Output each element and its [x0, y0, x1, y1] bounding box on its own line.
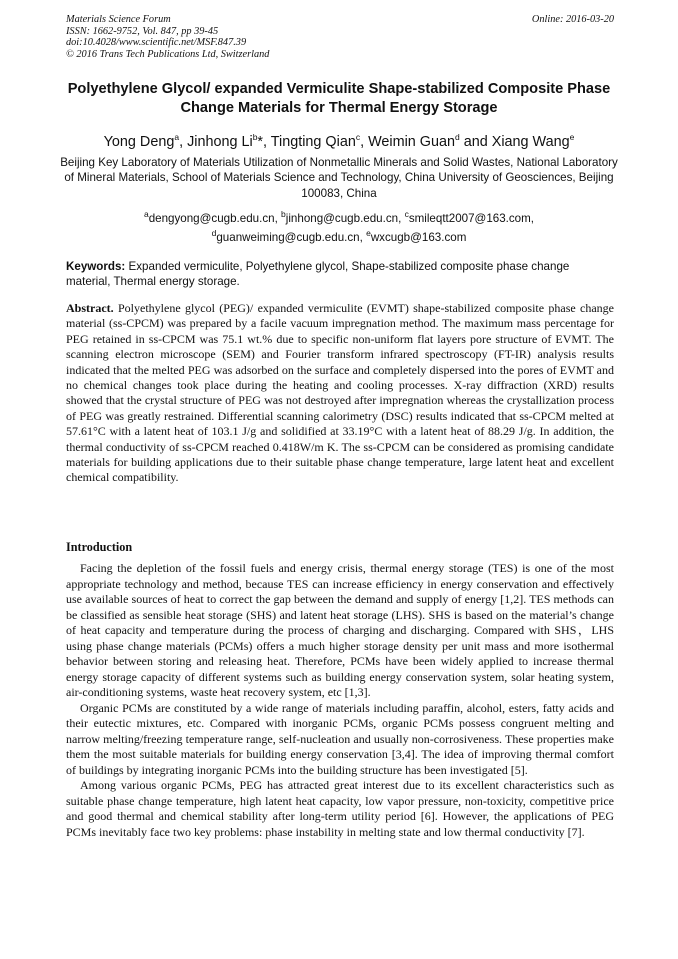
affiliation: Beijing Key Laboratory of Materials Utilization of Nonmetallic Minerals and Solid Wastes, National Laboratory of Mineral Materials, School of Materials Science and Technology, China University of Geosciences, Beijing 100083, China [60, 156, 618, 200]
abstract-label: Abstract. [66, 301, 114, 315]
abstract [66, 301, 614, 486]
email-list [58, 207, 620, 246]
keywords-label: Keywords: [66, 260, 126, 273]
email-b[interactable]: jinhong@cugb.edu.cn, [285, 211, 402, 225]
author-name: Tingting Qian [270, 133, 356, 150]
author-list [30, 128, 648, 151]
journal-name: Materials Science Forum [66, 14, 171, 25]
author-separator: and [459, 133, 492, 150]
abstract-text: Polyethylene glycol (PEG)/ expanded vermiculite (EVMT) shape-stabilized composite phase change material (ss-CPCM) was prepared by a facile vacuum impregnation method. The maximum mass percentage for PEG retained in ss-CPCM was 75.1 wt.% due to specific non-uniform flat layers pore structure of EVMT. The scanning electron microscope (SEM) and Fourier transform infrared spectroscopy (FT-IR) analysis results indicated that the melted PEG was adsorbed on the surface and completely dispersed into the pores of EVMT and no chemical changes took place during the heating and cooling processes. X-ray diffraction (XRD) results showed that the crystal structure of PEG was not destroyed after impregnation whereas the crystallization process of PEG was greatly restrained. Differential scanning calorimetry (DSC) results indicated that ss-CPCM melted at 57.61°C with a latent heat of 103.1 J/g and solidified at 33.19°C with a latent heat of 88.29 J/g. In addition, the thermal conductivity of ss-CPCM reached 0.418W/m K. The ss-CPCM can be considered as promising candidate materials for building applications due to their suitable phase change temperature, large latent heat and excellent chemical compatibility. [66, 301, 615, 485]
author-sup: b [252, 132, 258, 142]
email-line-1: $^a$dengyong@cugb.edu.cn, $^b$jinhong@cugb.edu.cn, $^c$smileqtt2007@163.com, [143, 209, 535, 225]
paragraph: Organic PCMs are constituted by a wide range of materials including paraffin, alcohol, esters, fatty acids and their eutectic mixtures, etc. Compared with inorganic PCMs, organic PCMs possess congruent melting and narrow melting/freezing temperature range, self-nucleation and usually non-corrosiveness. These properties make them the most suitable materials for building energy conservation [3,4]. The idea of improving thermal comfort of buildings by integrating inorganic PCMs into the building structure has been investigated [5]. [66, 700, 614, 777]
doi-line: doi:10.4028/www.scientific.net/MSF.847.39 [66, 37, 247, 48]
keywords [66, 259, 614, 290]
paragraph: Facing the depletion of the fossil fuels and energy crisis, thermal energy storage (TES) is one of the most appropriate technology and method, because TES can increase efficiency in energy conservation and effectively use available sources of heat to correct the gap between the demand and supply of energy [1,2]. TES methods can be classified as sensible heat storage (SHS) and latent heat storage (LHS). SHS is based on the material’s change of heat capacity and temperature during the process of charging and discharging. Compared with SHS，LHS using phase change materials (PCMs) offers a much higher storage density per unit mass and more isothermal behavior between storing and releasing heat. Therefore, PCMs have been widely applied to increase thermal energy storage capacity of different systems such as building energy conservation system, solar heating system, air-conditioning systems, waste heat recovery system, etc [1,3]. [66, 561, 614, 699]
author-name: Yong Deng [103, 133, 175, 150]
email-line-2: $^d$guanweiming@cugb.edu.cn, $^e$wxcugb@163.com [211, 228, 467, 245]
copyright-line: © 2016 Trans Tech Publications Ltd, Switzerland [66, 48, 270, 60]
author-name: Jinhong Li [187, 133, 253, 150]
email-c[interactable]: smileqtt2007@163.com, [408, 211, 535, 225]
author-separator: , [179, 133, 188, 150]
author-separator: , [360, 133, 369, 150]
introduction-body [66, 561, 614, 840]
journal-header [66, 14, 269, 60]
author-separator: *, [257, 133, 271, 150]
issn-line: ISSN: 1662-9752, Vol. 847, pp 39-45 [66, 25, 219, 37]
author-sup: e [569, 132, 575, 142]
author-name: Xiang Wang [491, 133, 570, 150]
section-heading-introduction: Introduction [66, 540, 133, 554]
email-d[interactable]: guanweiming@cugb.edu.cn, [216, 231, 363, 245]
paper-title: Polyethylene Glycol/ expanded Vermiculite Shape-stabilized Composite Phase Change Materials for Thermal Energy Storage [67, 81, 611, 116]
paragraph: Among various organic PCMs, PEG has attracted great interest due to its excellent characteristics such as suitable phase change temperature, high latent heat capacity, low vapor pressure, non-toxicity, competitive price and good thermal and chemical stability after long-term utility period [6]. However, the applications of PEG PCMs inevitably face two key problems: phase instability in melting state and low thermal conductivity [7]. [66, 778, 614, 839]
keywords-text: Expanded vermiculite, Polyethylene glycol, Shape-stabilized composite phase change material, Thermal energy storage. [66, 260, 570, 289]
author-name: Weimin Guan [368, 133, 455, 150]
author-sup: a [174, 132, 180, 142]
email-a[interactable]: dengyong@cugb.edu.cn, [148, 211, 278, 225]
online-date: Online: 2016-03-20 [531, 14, 614, 25]
email-e[interactable]: wxcugb@163.com [370, 231, 467, 245]
author-sup: c [355, 132, 361, 142]
author-sup: d [455, 132, 460, 142]
